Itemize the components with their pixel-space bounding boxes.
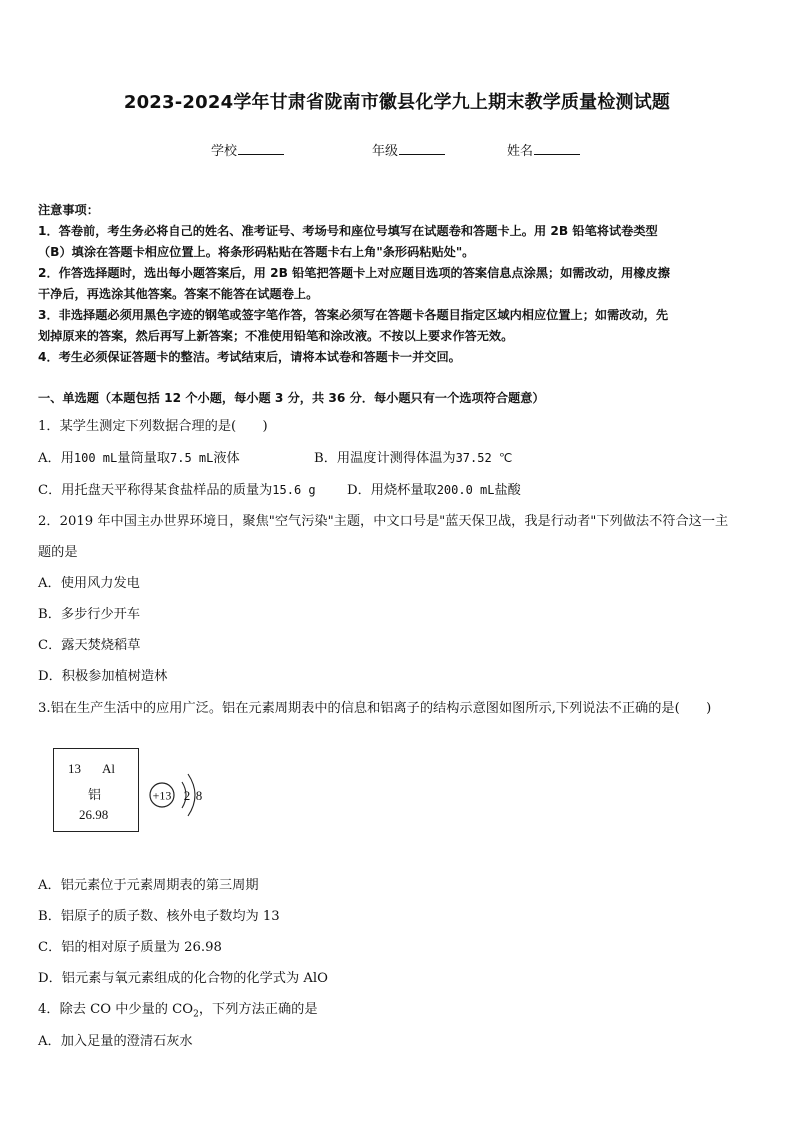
q3-option-a: A．铝元素位于元素周期表的第三周期 — [38, 878, 259, 893]
q1-option-d: D．用烧杯量取200.0 mL盐酸 — [347, 483, 521, 498]
notice-heading: 注意事项： — [38, 203, 99, 217]
grade-blank — [399, 142, 445, 155]
shell-2-count: 8 — [195, 788, 203, 803]
name-label: 姓名 — [507, 144, 534, 159]
notice-line: 划掉原来的答案，然后再写上新答案；不准使用铅笔和涂改液。不按以上要求作答无效。 — [38, 329, 514, 343]
q2-option-d: D．积极参加植树造林 — [38, 669, 168, 684]
q4-option-a: A．加入足量的澄清石灰水 — [38, 1034, 193, 1049]
section-heading: 一、单选题（本题包括 12 个小题，每小题 3 分，共 36 分．每小题只有一个选项符合题意） — [38, 391, 545, 405]
name-blank — [534, 142, 580, 155]
q1-option-b: B．用温度计测得体温为37.52 ℃ — [314, 451, 513, 466]
q2-option-a: A．使用风力发电 — [38, 576, 140, 591]
notice-line: 1．答卷前，考生务必将自己的姓名、准考证号、考场号和座位号填写在试题卷和答题卡上。用 2B 铅笔将试卷类型 — [38, 224, 658, 238]
notice-line: 干净后，再选涂其他答案。答案不能答在试题卷上。 — [38, 287, 319, 301]
q3-stem: 3.铝在生产生活中的应用广泛。铝在元素周期表中的信息和铝离子的结构示意图如图所示,下列说法不正确的是( ) — [38, 701, 712, 716]
element-card — [53, 748, 139, 832]
q3-option-d: D．铝元素与氧元素组成的化合物的化学式为 AlO — [38, 971, 328, 986]
page-title: 2023-2024学年甘肃省陇南市徽县化学九上期末教学质量检测试题 — [123, 92, 671, 113]
school-label: 学校 — [211, 144, 238, 159]
q1-option-a: A．用100 mL量筒量取7.5 mL液体 — [38, 451, 240, 466]
nucleus-charge: +13 — [152, 788, 172, 803]
school-field — [211, 140, 284, 159]
school-blank — [238, 142, 284, 155]
notice-line: （B）填涂在答题卡相应位置上。将条形码粘贴在答题卡右上角"条形码粘贴处"。 — [38, 245, 475, 259]
element-symbol: Al — [102, 761, 115, 776]
q2-option-b: B．多步行少开车 — [38, 607, 141, 622]
q2-option-c: C．露天焚烧稻草 — [38, 638, 141, 653]
atomic-number: 13 — [68, 761, 81, 776]
grade-field — [372, 140, 445, 159]
grade-label: 年级 — [372, 144, 399, 159]
notice-line: 2．作答选择题时，选出每小题答案后，用 2B 铅笔把答题卡上对应题目选项的答案信息点涂黑；如需改动，用橡皮擦 — [38, 266, 670, 280]
ion-structure-diagram — [140, 760, 220, 830]
q1-stem: 1．某学生测定下列数据合理的是( ) — [38, 419, 268, 434]
q2-stem-cont: 题的是 — [38, 545, 78, 560]
notice-line: 4．考生必须保证答题卡的整洁。考试结束后，请将本试卷和答题卡一并交回。 — [38, 350, 461, 364]
q4-stem: 4．除去 CO 中少量的 $CO_2$，下列方法正确的是 — [38, 1002, 318, 1020]
q3-option-b: B．铝原子的质子数、核外电子数均为 13 — [38, 909, 280, 924]
atomic-mass: 26.98 — [79, 807, 109, 822]
notice-line: 3．非选择题必须用黑色字迹的钢笔或签字笔作答，答案必须写在答题卡各题目指定区域内相应位置上；如需改动，先 — [38, 308, 669, 322]
q1-option-c: C．用托盘天平称得某食盐样品的质量为15.6 g — [38, 483, 316, 498]
shell-1-count: 2 — [183, 788, 191, 803]
q3-option-c: C．铝的相对原子质量为 26.98 — [38, 940, 222, 955]
element-name: 铝 — [88, 787, 102, 802]
q2-stem: 2．2019 年中国主办世界环境日，聚焦"空气污染"主题，中文口号是"蓝天保卫战，我是行动者"下列做法不符合这一主 — [38, 514, 729, 529]
name-field — [507, 140, 580, 159]
